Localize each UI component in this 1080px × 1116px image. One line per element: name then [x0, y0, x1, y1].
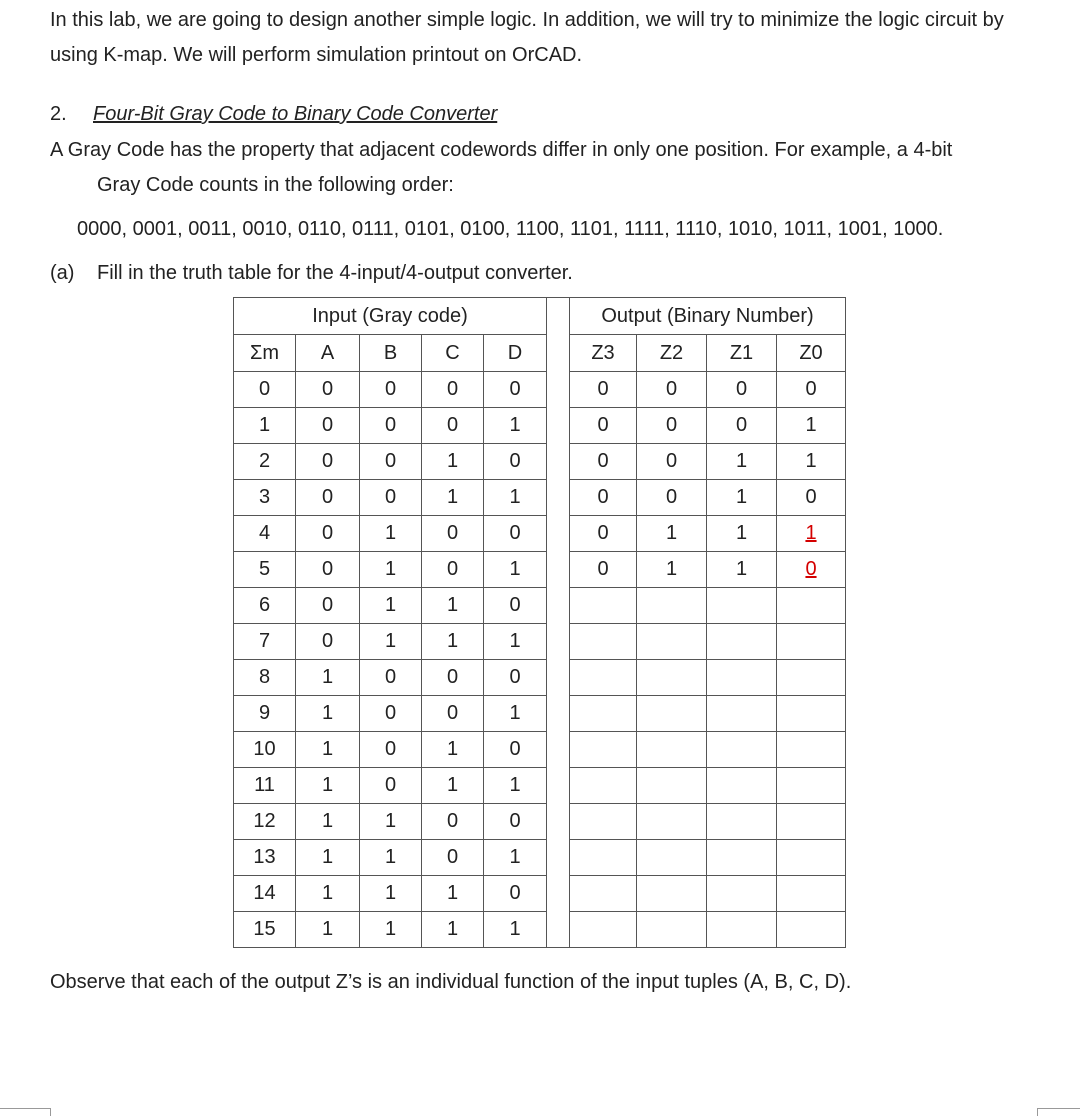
column-gap [547, 298, 570, 948]
input-cell: 0 [360, 480, 422, 516]
input-cell: 1 [484, 480, 547, 516]
input-cell: 1 [422, 768, 484, 804]
input-cell: 0 [422, 696, 484, 732]
output-cell [570, 768, 637, 804]
table-row [234, 660, 846, 696]
section-number: 2. [50, 103, 67, 125]
input-cell: 1 [296, 768, 360, 804]
input-cell: 0 [484, 660, 547, 696]
table-row [234, 912, 846, 948]
minterm-cell: 5 [234, 552, 296, 588]
output-cell [637, 768, 707, 804]
input-cell: 1 [484, 624, 547, 660]
output-cell [637, 588, 707, 624]
minterm-cell: 2 [234, 444, 296, 480]
output-cell: 1 [707, 444, 777, 480]
output-cell: 0 [777, 480, 846, 516]
col-header-8: Z0 [777, 335, 846, 372]
output-cell: 1 [707, 516, 777, 552]
output-cell [637, 696, 707, 732]
input-cell: 1 [484, 768, 547, 804]
input-cell: 0 [360, 660, 422, 696]
output-cell: 0 [570, 444, 637, 480]
output-cell [777, 840, 846, 876]
output-cell: 0 [570, 552, 637, 588]
input-cell: 0 [422, 552, 484, 588]
input-cell: 1 [296, 696, 360, 732]
output-cell [707, 912, 777, 948]
minterm-cell: 15 [234, 912, 296, 948]
output-cell: 0 [777, 552, 846, 588]
output-cell [707, 696, 777, 732]
input-cell: 1 [360, 912, 422, 948]
input-cell: 0 [360, 768, 422, 804]
minterm-cell: 6 [234, 588, 296, 624]
input-cell: 1 [484, 912, 547, 948]
input-cell: 0 [296, 516, 360, 552]
minterm-cell: 3 [234, 480, 296, 516]
input-cell: 1 [422, 444, 484, 480]
col-header-2: B [360, 335, 422, 372]
input-cell: 0 [484, 372, 547, 408]
input-cell: 1 [484, 408, 547, 444]
minterm-cell: 10 [234, 732, 296, 768]
input-cell: 0 [422, 660, 484, 696]
minterm-cell: 11 [234, 768, 296, 804]
output-cell [637, 804, 707, 840]
output-cell: 1 [777, 444, 846, 480]
output-cell [777, 696, 846, 732]
output-cell [637, 732, 707, 768]
input-cell: 1 [296, 804, 360, 840]
output-cell: 0 [637, 480, 707, 516]
output-cell [637, 876, 707, 912]
output-cell [570, 588, 637, 624]
output-cell: 1 [707, 552, 777, 588]
input-cell: 1 [360, 876, 422, 912]
output-cell: 0 [570, 480, 637, 516]
output-cell: 1 [707, 480, 777, 516]
output-cell: 0 [707, 408, 777, 444]
input-cell: 0 [360, 444, 422, 480]
minterm-cell: 9 [234, 696, 296, 732]
gray-sequence: 0000, 0001, 0011, 0010, 0110, 0111, 0101, 0100, 1100, 1101, 1111, 1110, 1010, 1011, 1001, 1000. [77, 218, 944, 240]
input-cell: 0 [422, 804, 484, 840]
output-cell [570, 696, 637, 732]
input-cell: 1 [296, 732, 360, 768]
output-cell [707, 588, 777, 624]
output-cell: 0 [707, 372, 777, 408]
input-cell: 0 [484, 804, 547, 840]
input-cell: 1 [296, 840, 360, 876]
input-cell: 0 [422, 516, 484, 552]
output-cell [707, 804, 777, 840]
table-row [234, 624, 846, 660]
output-cell [777, 768, 846, 804]
observation-text: Observe that each of the output Z’s is an individual function of the input tuples (A, B, C, D). [50, 971, 852, 993]
table-row [234, 444, 846, 480]
table-row [234, 732, 846, 768]
input-cell: 0 [484, 876, 547, 912]
input-cell: 0 [296, 372, 360, 408]
table-row [234, 372, 846, 408]
input-cell: 1 [360, 552, 422, 588]
output-cell [707, 876, 777, 912]
minterm-cell: 1 [234, 408, 296, 444]
gray-desc-line1: A Gray Code has the property that adjacent codewords differ in only one position. For example, a 4-bit [50, 139, 953, 161]
output-cell [707, 732, 777, 768]
input-cell: 1 [296, 912, 360, 948]
output-cell [707, 768, 777, 804]
output-header: Output (Binary Number) [570, 298, 846, 335]
col-header-3: C [422, 335, 484, 372]
output-cell: 0 [637, 444, 707, 480]
output-cell: 1 [777, 408, 846, 444]
output-cell [637, 624, 707, 660]
section-heading [50, 97, 497, 132]
output-cell: 1 [777, 516, 846, 552]
output-cell [570, 624, 637, 660]
input-cell: 1 [422, 912, 484, 948]
intro-paragraph: In this lab, we are going to design another simple logic. In addition, we will try to minimize the logic circuit by using K-map. We will perform simulation printout on OrCAD. [50, 9, 1004, 66]
minterm-cell: 8 [234, 660, 296, 696]
table-row [234, 768, 846, 804]
minterm-cell: 7 [234, 624, 296, 660]
output-cell [570, 732, 637, 768]
input-cell: 1 [360, 804, 422, 840]
input-cell: 0 [296, 408, 360, 444]
col-header-1: A [296, 335, 360, 372]
col-header-6: Z2 [637, 335, 707, 372]
table-row [234, 840, 846, 876]
table-row [234, 588, 846, 624]
output-cell: 1 [637, 516, 707, 552]
minterm-cell: 4 [234, 516, 296, 552]
output-cell [570, 912, 637, 948]
table-row [234, 480, 846, 516]
minterm-cell: 12 [234, 804, 296, 840]
input-cell: 0 [296, 552, 360, 588]
output-cell: 0 [637, 372, 707, 408]
table-row [234, 696, 846, 732]
table-row [234, 408, 846, 444]
input-cell: 0 [422, 840, 484, 876]
output-cell [707, 624, 777, 660]
input-cell: 1 [484, 840, 547, 876]
input-cell: 0 [360, 732, 422, 768]
output-cell: 0 [570, 408, 637, 444]
input-cell: 1 [422, 588, 484, 624]
input-cell: 0 [484, 732, 547, 768]
output-cell [777, 588, 846, 624]
table-row [234, 516, 846, 552]
output-cell [637, 840, 707, 876]
output-cell [777, 912, 846, 948]
truth-table [233, 297, 846, 948]
input-cell: 0 [296, 444, 360, 480]
table-row [234, 804, 846, 840]
input-cell: 0 [296, 480, 360, 516]
input-cell: 0 [422, 372, 484, 408]
output-cell [777, 804, 846, 840]
col-header-5: Z3 [570, 335, 637, 372]
output-cell [707, 660, 777, 696]
minterm-cell: 0 [234, 372, 296, 408]
input-cell: 1 [422, 480, 484, 516]
input-cell: 1 [360, 516, 422, 552]
output-cell: 0 [777, 372, 846, 408]
input-cell: 1 [296, 876, 360, 912]
input-cell: 1 [422, 876, 484, 912]
minterm-cell: 13 [234, 840, 296, 876]
column-header-row [234, 335, 846, 372]
table-row [234, 552, 846, 588]
input-cell: 1 [484, 696, 547, 732]
table-row [234, 876, 846, 912]
output-cell [570, 660, 637, 696]
input-cell: 0 [484, 444, 547, 480]
output-cell: 0 [570, 372, 637, 408]
col-header-0: Σm [234, 335, 296, 372]
output-cell [777, 660, 846, 696]
output-cell [637, 912, 707, 948]
input-header: Input (Gray code) [234, 298, 547, 335]
output-cell [777, 624, 846, 660]
output-cell: 0 [637, 408, 707, 444]
output-cell [637, 660, 707, 696]
output-cell [570, 840, 637, 876]
output-cell [570, 876, 637, 912]
input-cell: 0 [360, 372, 422, 408]
output-cell [777, 876, 846, 912]
input-cell: 1 [422, 624, 484, 660]
gray-code-description [50, 133, 1050, 203]
input-cell: 0 [360, 696, 422, 732]
output-cell: 0 [570, 516, 637, 552]
input-cell: 0 [296, 588, 360, 624]
part-a-label: (a) [50, 262, 75, 284]
minterm-cell: 14 [234, 876, 296, 912]
output-cell: 1 [637, 552, 707, 588]
output-cell [570, 804, 637, 840]
input-cell: 1 [360, 624, 422, 660]
output-cell [707, 840, 777, 876]
output-cell [777, 732, 846, 768]
part-a-text: Fill in the truth table for the 4-input/4-output converter. [97, 262, 573, 284]
input-cell: 0 [296, 624, 360, 660]
input-cell: 1 [296, 660, 360, 696]
input-cell: 0 [422, 408, 484, 444]
input-cell: 1 [484, 552, 547, 588]
input-cell: 0 [360, 408, 422, 444]
section-title: Four-Bit Gray Code to Binary Code Converter [93, 103, 498, 125]
col-header-7: Z1 [707, 335, 777, 372]
part-a-instruction [50, 256, 573, 291]
input-cell: 0 [484, 516, 547, 552]
gray-desc-line2: Gray Code counts in the following order: [97, 174, 454, 196]
input-cell: 1 [360, 588, 422, 624]
input-cell: 0 [484, 588, 547, 624]
input-cell: 1 [422, 732, 484, 768]
col-header-4: D [484, 335, 547, 372]
input-cell: 1 [360, 840, 422, 876]
